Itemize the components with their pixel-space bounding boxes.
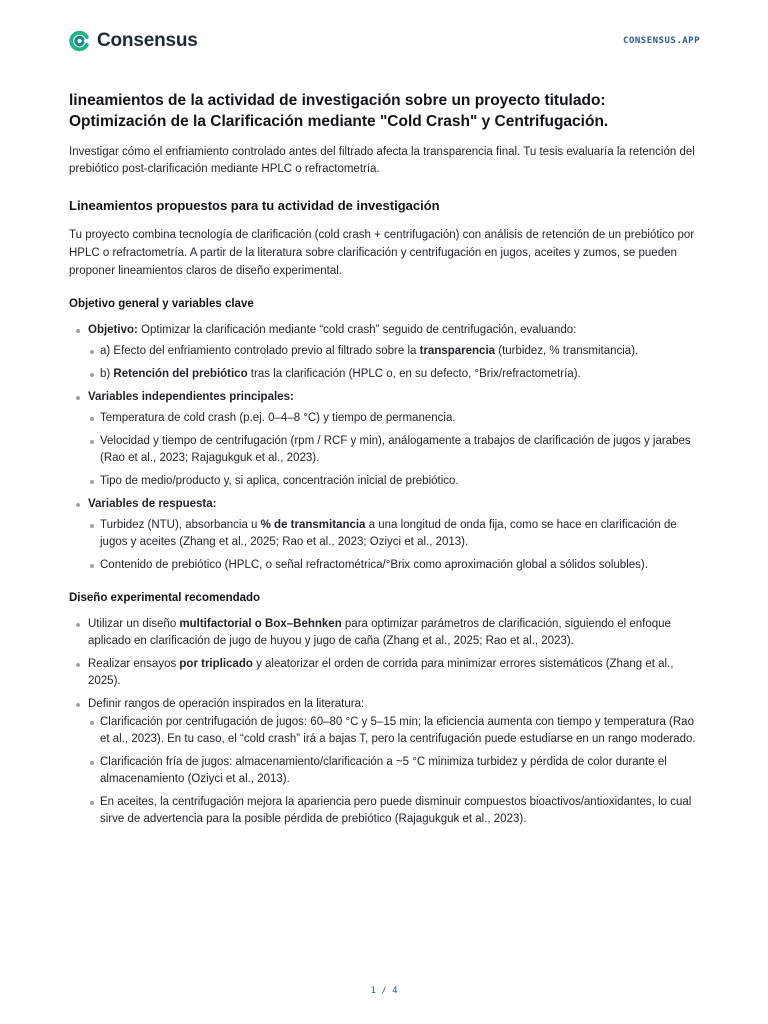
- objective-sublist: [88, 343, 697, 383]
- list-item-independent-variables: [69, 389, 697, 490]
- bold-text: Retención del prebiótico: [113, 368, 248, 380]
- response-label: Variables de respuesta:: [88, 498, 217, 510]
- objectives-list: [69, 322, 697, 574]
- title-line-1: lineamientos de la actividad de investigación sobre un proyecto titulado:: [69, 92, 606, 109]
- independent-label: Variables independientes principales:: [88, 391, 294, 403]
- section-paragraph: Tu proyecto combina tecnología de clarificación (cold crash + centrifugación) con análisis de retención de un prebiótico por HPLC o refractometría. A partir de la literatura sobre clarificación y centrifugación en jugos, aceites y zumos, se pueden proponer lineamientos claros de diseño experimental.: [69, 229, 695, 277]
- document-title: [69, 90, 697, 132]
- text: para optimizar parámetros de clarificación, siguiendo el enfoque aplicado en clarificación de jugo de huyou y jugo de caña (Zhang et al., 2025; Rao et al., 2023).: [88, 618, 671, 647]
- bold-text: transparencia: [419, 345, 496, 357]
- independent-sublist: [88, 410, 697, 490]
- bold-text: por triplicado: [179, 658, 253, 670]
- list-item: En aceites, la centrifugación mejora la apariencia pero puede disminuir compuestos bioactivos/antioxidantes, lo cual sirve de advertencia para la posible pérdida de prebiótico (Rajagukguk et al., 2023).: [88, 794, 697, 828]
- title-line-2: Optimización de la Clarificación mediante "Cold Crash" y Centrifugación.: [69, 113, 609, 130]
- list-item: [88, 343, 697, 360]
- text: y aleatorizar el orden de corrida para minimizar errores sistemáticos (Zhang et al., 2025).: [88, 658, 674, 687]
- text: Turbidez (NTU), absorbancia u: [100, 519, 261, 531]
- intro-paragraph: Investigar cómo el enfriamiento controlado antes del filtrado afecta la transparencia final. Tu tesis evaluaría la retención del prebiótico post-clarificación mediante HPLC o refractometría.: [69, 146, 695, 175]
- page-header: [68, 30, 700, 54]
- text: Utilizar un diseño: [88, 618, 180, 630]
- list-item: Contenido de prebiótico (HPLC, o señal refractométrica/°Brix como aproximación global a sólidos solubles).: [88, 557, 697, 574]
- objective-label: Objetivo:: [88, 324, 138, 336]
- bold-text: % de transmitancia: [260, 519, 366, 531]
- list-item: Velocidad y tiempo de centrifugación (rpm / RCF y min), análogamente a trabajos de clarificación de jugos y jarabes (Rao et al., 2023; Rajagukguk et al., 2023).: [88, 433, 697, 467]
- page-number: 1 / 4: [370, 986, 398, 996]
- consensus-logo[interactable]: [68, 30, 198, 52]
- list-item-response-variables: [69, 496, 697, 574]
- design-list: [69, 616, 697, 828]
- list-item-objective: [69, 322, 697, 383]
- document-body: [69, 90, 697, 834]
- bold-text: multifactorial o Box–Behnken: [179, 618, 342, 630]
- list-item: [69, 656, 697, 690]
- list-item: Tipo de medio/producto y, si aplica, concentración inicial de prebiótico.: [88, 473, 697, 490]
- list-item: Clarificación por centrifugación de jugos: 60–80 °C y 5–15 min; la eficiencia aumenta con tiempo y temperatura (Rao et al., 2023). En tu caso, el “cold crash” irá a bajas T, pero la centrifugación puede estudiarse en un rango moderado.: [88, 714, 697, 748]
- text: (turbidez, % transmitancia).: [495, 345, 639, 357]
- list-item: [88, 366, 697, 383]
- list-item-ranges: [69, 696, 697, 828]
- site-link[interactable]: CONSENSUS.APP: [623, 36, 700, 46]
- list-item: Clarificación fría de jugos: almacenamiento/clarificación a ~5 °C minimiza turbidez y pérdida de color durante el almacenamiento (Oziyci et al., 2013).: [88, 754, 697, 788]
- list-item: [69, 616, 697, 650]
- ranges-intro: Definir rangos de operación inspirados en la literatura:: [88, 698, 365, 710]
- ranges-sublist: [88, 714, 697, 828]
- response-sublist: [88, 517, 697, 574]
- consensus-logo-icon: [68, 30, 90, 52]
- list-item: [88, 517, 697, 551]
- text: b): [100, 368, 114, 380]
- objective-text: Optimizar la clarificación mediante “cold crash” seguido de centrifugación, evaluando:: [137, 324, 577, 336]
- section-heading: Lineamientos propuestos para tu actividad de investigación: [69, 198, 440, 213]
- design-heading: Diseño experimental recomendado: [69, 592, 261, 604]
- text: a) Efecto del enfriamiento controlado previo al filtrado sobre la: [100, 345, 420, 357]
- objectives-heading: Objetivo general y variables clave: [69, 298, 254, 310]
- text: a una longitud de onda fija, como se hace en clarificación de jugos y aceites (Zhang et al., 2025; Rao et al., 2023; Oziyci et al., 2013).: [100, 519, 677, 548]
- text: Realizar ensayos: [88, 658, 180, 670]
- brand-name: Consensus: [97, 30, 198, 51]
- text: tras la clarificación (HPLC o, en su defecto, °Brix/refractometría).: [247, 368, 581, 380]
- list-item: Temperatura de cold crash (p.ej. 0–4–8 °C) y tiempo de permanencia.: [88, 410, 697, 427]
